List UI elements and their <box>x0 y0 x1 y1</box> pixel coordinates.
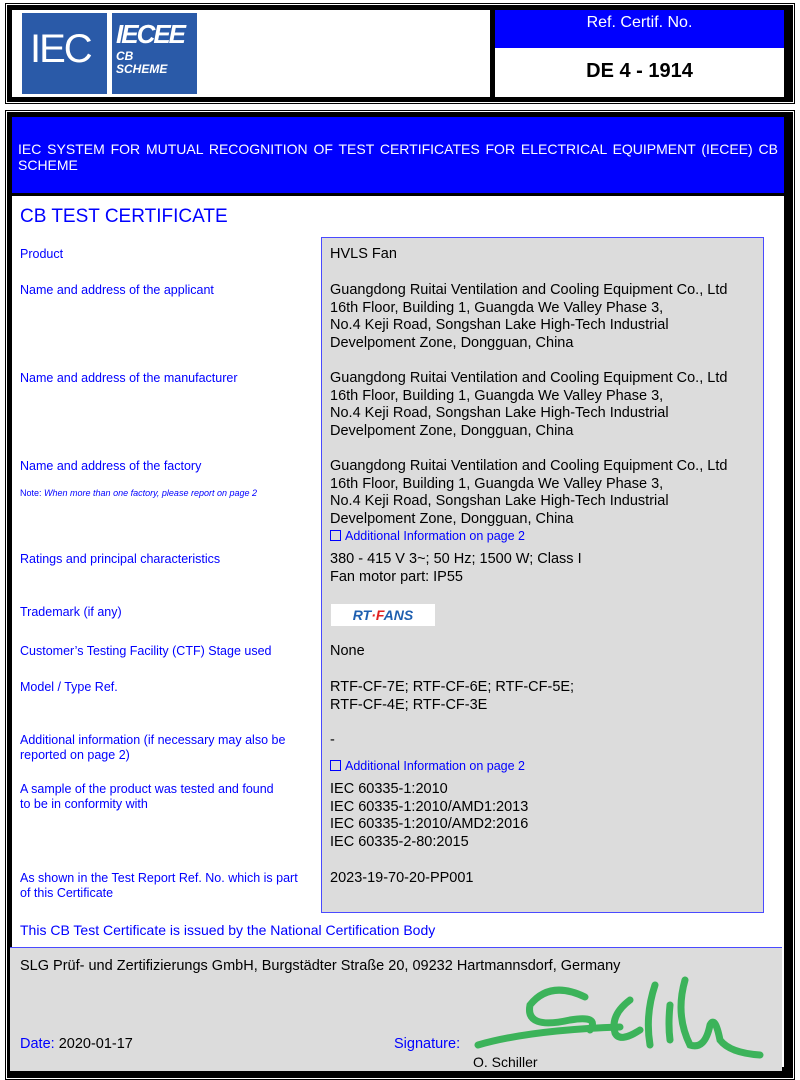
ncb-address: SLG Prüf- und Zertifizierungs GmbH, Burgstädter Straße 20, 09232 Hartmannsdorf, Germany <box>20 958 621 974</box>
checkbox-label: Additional Information on page 2 <box>345 529 525 543</box>
label-model: Model / Type Ref. <box>20 680 118 694</box>
value-additional: - <box>330 732 335 748</box>
trademark-logo: RT·FANS <box>331 604 435 626</box>
ref-box <box>495 10 784 97</box>
factory-note <box>20 486 310 501</box>
iecee-logo: IECEE CB SCHEME <box>112 13 197 94</box>
additional-info-checkbox-2[interactable] <box>330 759 525 774</box>
logo-area <box>12 10 490 97</box>
checkbox-icon[interactable] <box>330 530 341 541</box>
label-additional: Additional information (if necessary may also be reported on page 2) <box>20 733 286 762</box>
label-applicant: Name and address of the applicant <box>20 283 214 297</box>
signature-image <box>470 975 770 1065</box>
issued-by-text: This CB Test Certificate is issued by the National Certification Body <box>20 922 436 938</box>
note-text: When more than one factory, please report on page 2 <box>44 488 257 498</box>
ref-label: Ref. Certif. No. <box>495 10 784 48</box>
value-test-report: 2023-19-70-20-PP001 <box>330 870 474 886</box>
scheme-banner: IEC SYSTEM FOR MUTUAL RECOGNITION OF TEST CERTIFICATES FOR ELECTRICAL EQUIPMENT (IECEE) CB SCHEME <box>12 117 784 193</box>
value-applicant: Guangdong Ruitai Ventilation and Cooling Equipment Co., Ltd 16th Floor, Building 1, Guangda We Valley Phase 3, No.4 Keji Road, Songshan Lake High-Tech Industrial Develpoment Zone, Dongguan, China <box>330 282 728 351</box>
ref-number: DE 4 - 1914 <box>586 60 693 82</box>
value-standards: IEC 60335-1:2010 IEC 60335-1:2010/AMD1:2013 IEC 60335-1:2010/AMD2:2016 IEC 60335-2-80:2015 <box>330 781 529 850</box>
checkbox-icon[interactable] <box>330 760 341 771</box>
value-ratings: 380 - 415 V 3~; 50 Hz; 1500 W; Class I Fan motor part: IP55 <box>330 551 582 585</box>
value-product: HVLS Fan <box>330 246 397 262</box>
value-manufacturer: Guangdong Ruitai Ventilation and Cooling Equipment Co., Ltd 16th Floor, Building 1, Guangda We Valley Phase 3, No.4 Keji Road, Songshan Lake High-Tech Industrial Develpoment Zone, Dongguan, China <box>330 370 728 439</box>
label-product: Product <box>20 247 64 261</box>
label-ratings: Ratings and principal characteristics <box>20 552 221 566</box>
value-model: RTF-CF-7E; RTF-CF-6E; RTF-CF-5E; RTF-CF-4E; RTF-CF-3E <box>330 679 575 713</box>
signatory-name: O. Schiller <box>473 1054 538 1070</box>
certificate-title: CB TEST CERTIFICATE <box>20 206 228 227</box>
value-factory: Guangdong Ruitai Ventilation and Cooling Equipment Co., Ltd 16th Floor, Building 1, Guangda We Valley Phase 3, No.4 Keji Road, Songshan Lake High-Tech Industrial Develpoment Zone, Dongguan, China <box>330 458 728 527</box>
note-prefix: Note: <box>20 488 42 498</box>
label-trademark: Trademark (if any) <box>20 605 122 619</box>
value-ctf: None <box>330 643 365 659</box>
signature-label: Signature: <box>394 1036 461 1052</box>
date <box>20 1036 133 1052</box>
label-test-report: As shown in the Test Report Ref. No. which is part of this Certificate <box>20 871 298 900</box>
additional-info-checkbox-1[interactable] <box>330 529 525 544</box>
header-frame <box>7 5 793 102</box>
label-ctf: Customer’s Testing Facility (CTF) Stage used <box>20 644 272 658</box>
iec-logo: IEC <box>22 13 107 94</box>
label-conformity: A sample of the product was tested and found to be in conformity with <box>20 782 274 811</box>
date-value: 2020-01-17 <box>58 1036 133 1052</box>
label-manufacturer: Name and address of the manufacturer <box>20 371 238 385</box>
label-factory: Name and address of the factory <box>20 459 202 473</box>
date-label: Date: <box>20 1036 55 1052</box>
checkbox-label: Additional Information on page 2 <box>345 759 525 773</box>
